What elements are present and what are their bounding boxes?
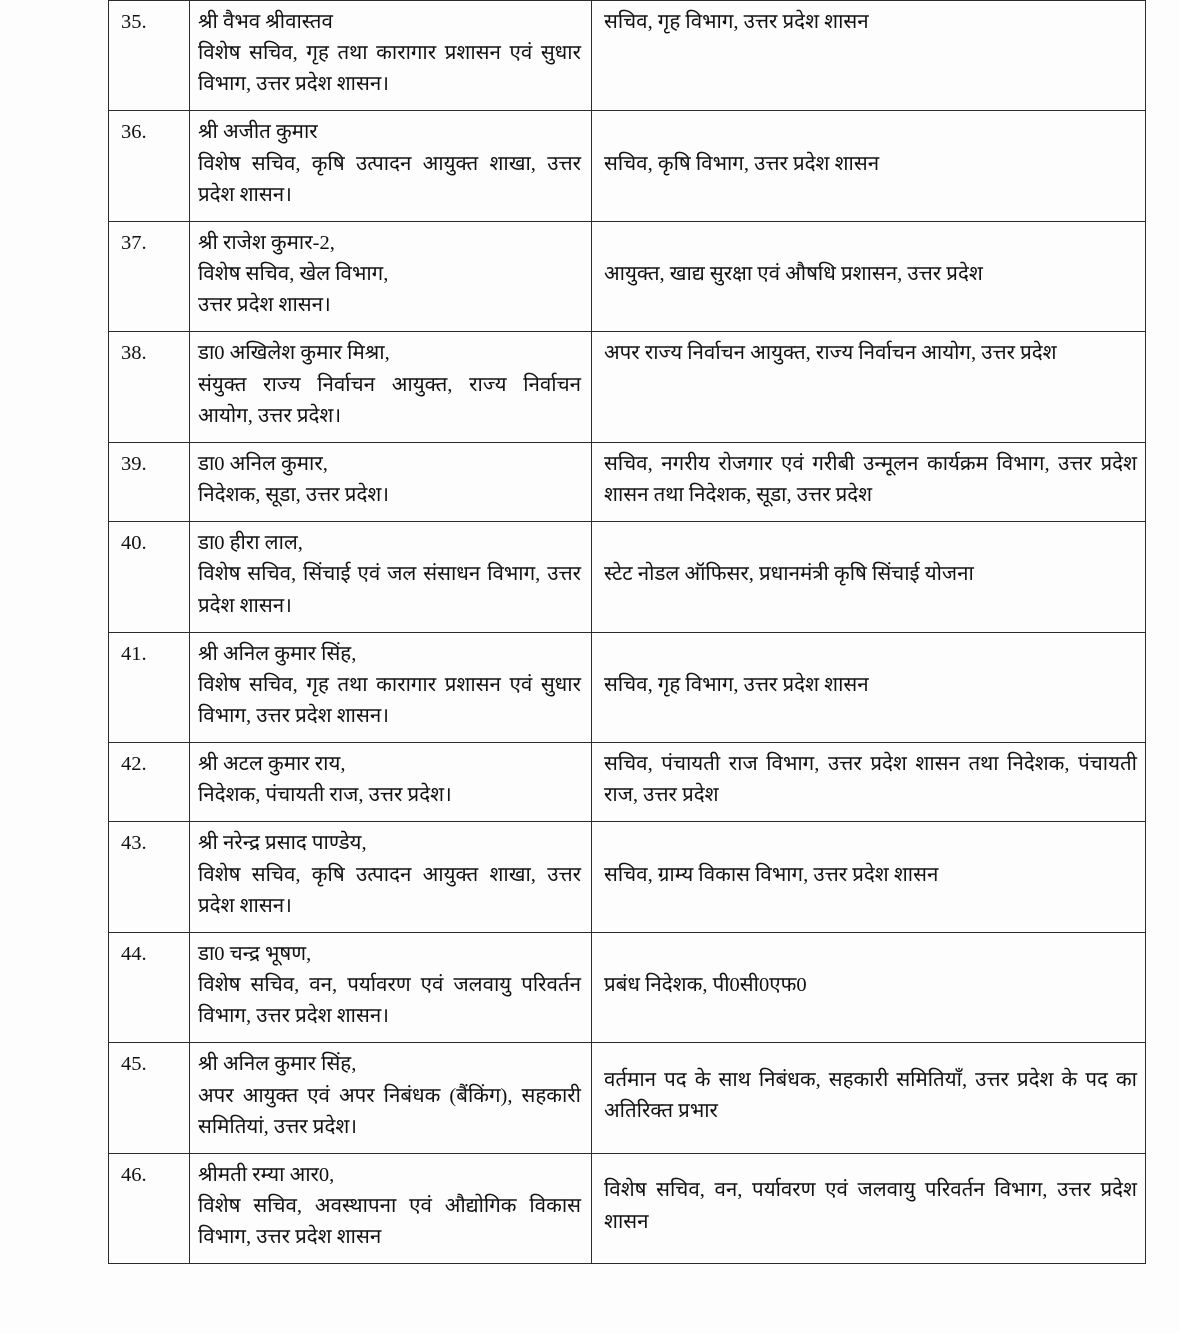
table-row bbox=[109, 1043, 1146, 1153]
row-serial-number: 43. bbox=[109, 822, 190, 932]
row-new-posting: वर्तमान पद के साथ निबंधक, सहकारी समितियाँ, उत्तर प्रदेश के पद का अतिरिक्त प्रभार bbox=[592, 1043, 1146, 1153]
text-line: डा0 हीरा लाल, bbox=[198, 532, 303, 555]
text-line: श्री अजीत कुमार bbox=[198, 121, 318, 144]
row-officer-current-post bbox=[190, 822, 592, 932]
row-serial-number: 39. bbox=[109, 442, 190, 521]
table-row bbox=[109, 822, 1146, 932]
table-row bbox=[109, 442, 1146, 521]
table-row bbox=[109, 632, 1146, 742]
table-body bbox=[109, 1, 1146, 1264]
row-officer-current-post bbox=[190, 111, 592, 221]
text-line: श्री राजेश कुमार-2, bbox=[198, 231, 335, 254]
table-row bbox=[109, 932, 1146, 1042]
row-new-posting: सचिव, गृह विभाग, उत्तर प्रदेश शासन bbox=[592, 632, 1146, 742]
page-bottom-spacer bbox=[0, 1264, 1179, 1310]
row-new-posting: सचिव, ग्राम्य विकास विभाग, उत्तर प्रदेश शासन bbox=[592, 822, 1146, 932]
row-new-posting: विशेष सचिव, वन, पर्यावरण एवं जलवायु परिवर्तन विभाग, उत्तर प्रदेश शासन bbox=[592, 1153, 1146, 1263]
text-line: निदेशक, पंचायती राज, उत्तर प्रदेश। bbox=[198, 784, 452, 807]
text-line: संयुक्त राज्य निर्वाचन आयुक्त, राज्य निर्वाचन आयोग, उत्तर प्रदेश। bbox=[198, 373, 581, 427]
row-officer-current-post bbox=[190, 743, 592, 822]
row-new-posting: आयुक्त, खाद्य सुरक्षा एवं औषधि प्रशासन, उत्तर प्रदेश bbox=[592, 221, 1146, 331]
row-new-posting: प्रबंध निदेशक, पी0सी0एफ0 bbox=[592, 932, 1146, 1042]
row-new-posting: सचिव, कृषि विभाग, उत्तर प्रदेश शासन bbox=[592, 111, 1146, 221]
row-serial-number: 38. bbox=[109, 332, 190, 442]
text-line: डा0 अखिलेश कुमार मिश्रा, bbox=[198, 342, 390, 365]
text-line: विशेष सचिव, गृह तथा कारागार प्रशासन एवं सुधार विभाग, उत्तर प्रदेश शासन। bbox=[198, 42, 581, 96]
row-new-posting: अपर राज्य निर्वाचन आयुक्त, राज्य निर्वाचन आयोग, उत्तर प्रदेश bbox=[592, 332, 1146, 442]
row-officer-current-post bbox=[190, 442, 592, 521]
table-row bbox=[109, 1153, 1146, 1263]
text-line: निदेशक, सूडा, उत्तर प्रदेश। bbox=[198, 484, 390, 507]
table-row bbox=[109, 332, 1146, 442]
text-line: उत्तर प्रदेश शासन। bbox=[198, 294, 331, 317]
row-serial-number: 37. bbox=[109, 221, 190, 331]
row-serial-number: 46. bbox=[109, 1153, 190, 1263]
row-serial-number: 35. bbox=[109, 1, 190, 111]
text-line: अपर आयुक्त एवं अपर निबंधक (बैंकिंग), सहकारी समितियां, उत्तर प्रदेश। bbox=[198, 1084, 581, 1138]
transfer-order-table bbox=[108, 0, 1146, 1264]
row-officer-current-post bbox=[190, 632, 592, 742]
text-line: विशेष सचिव, गृह तथा कारागार प्रशासन एवं सुधार विभाग, उत्तर प्रदेश शासन। bbox=[198, 673, 581, 727]
row-officer-current-post bbox=[190, 1153, 592, 1263]
text-line: श्री अनिल कुमार सिंह, bbox=[198, 642, 357, 665]
text-line: विशेष सचिव, कृषि उत्पादन आयुक्त शाखा, उत्तर प्रदेश शासन। bbox=[198, 152, 581, 206]
row-serial-number: 41. bbox=[109, 632, 190, 742]
row-new-posting: सचिव, नगरीय रोजगार एवं गरीबी उन्मूलन कार्यक्रम विभाग, उत्तर प्रदेश शासन तथा निदेशक, सूडा, उत्तर प्रदेश bbox=[592, 442, 1146, 521]
row-serial-number: 45. bbox=[109, 1043, 190, 1153]
table-row bbox=[109, 1, 1146, 111]
row-officer-current-post bbox=[190, 1043, 592, 1153]
table-row bbox=[109, 221, 1146, 331]
text-line: श्री वैभव श्रीवास्तव bbox=[198, 11, 333, 33]
text-line: श्रीमती रम्या आर0, bbox=[198, 1163, 335, 1186]
text-line: विशेष सचिव, वन, पर्यावरण एवं जलवायु परिवर्तन विभाग, उत्तर प्रदेश शासन। bbox=[198, 974, 581, 1028]
row-new-posting: स्टेट नोडल ऑफिसर, प्रधानमंत्री कृषि सिंचाई योजना bbox=[592, 522, 1146, 632]
text-line: विशेष सचिव, सिंचाई एवं जल संसाधन विभाग, उत्तर प्रदेश शासन। bbox=[198, 563, 581, 617]
row-serial-number: 40. bbox=[109, 522, 190, 632]
text-line: विशेष सचिव, कृषि उत्पादन आयुक्त शाखा, उत्तर प्रदेश शासन। bbox=[198, 863, 581, 917]
text-line: डा0 चन्द्र भूषण, bbox=[198, 942, 312, 965]
text-line: श्री नरेन्द्र प्रसाद पाण्डेय, bbox=[198, 832, 367, 855]
row-officer-current-post bbox=[190, 522, 592, 632]
table-row bbox=[109, 522, 1146, 632]
text-line: डा0 अनिल कुमार, bbox=[198, 452, 328, 475]
row-officer-current-post bbox=[190, 332, 592, 442]
row-officer-current-post bbox=[190, 221, 592, 331]
row-officer-current-post bbox=[190, 1, 592, 111]
row-serial-number: 44. bbox=[109, 932, 190, 1042]
text-line: श्री अटल कुमार राय, bbox=[198, 753, 346, 776]
text-line: विशेष सचिव, अवस्थापना एवं औद्योगिक विकास विभाग, उत्तर प्रदेश शासन bbox=[198, 1195, 581, 1249]
row-officer-current-post bbox=[190, 932, 592, 1042]
row-new-posting: सचिव, गृह विभाग, उत्तर प्रदेश शासन bbox=[592, 1, 1146, 111]
text-line: श्री अनिल कुमार सिंह, bbox=[198, 1053, 357, 1076]
row-new-posting: सचिव, पंचायती राज विभाग, उत्तर प्रदेश शासन तथा निदेशक, पंचायती राज, उत्तर प्रदेश bbox=[592, 743, 1146, 822]
row-serial-number: 42. bbox=[109, 743, 190, 822]
table-row bbox=[109, 743, 1146, 822]
row-serial-number: 36. bbox=[109, 111, 190, 221]
text-line: विशेष सचिव, खेल विभाग, bbox=[198, 263, 389, 286]
table-row bbox=[109, 111, 1146, 221]
